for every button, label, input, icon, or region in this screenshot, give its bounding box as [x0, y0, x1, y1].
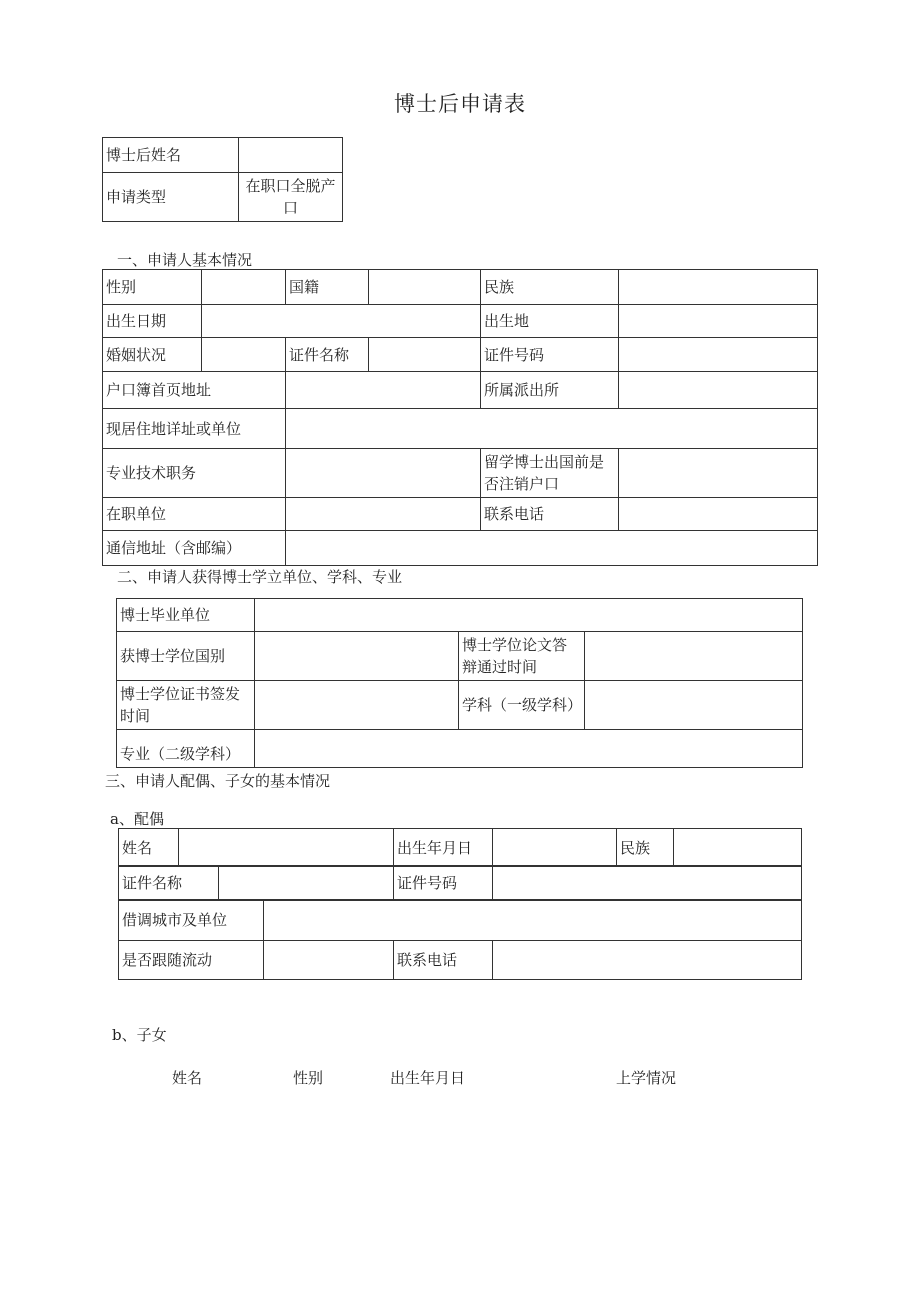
- spouse-ethnicity-label: 民族: [617, 829, 674, 867]
- id-number-field[interactable]: [619, 338, 818, 372]
- household-cancel-field[interactable]: [619, 449, 818, 498]
- postdoc-name-field[interactable]: [239, 138, 343, 173]
- nationality-field[interactable]: [369, 270, 481, 305]
- phone-field[interactable]: [619, 498, 818, 531]
- spouse-heading: a、配偶: [110, 810, 164, 828]
- follow-field[interactable]: [264, 941, 394, 980]
- current-address-label: 现居住地详址或单位: [103, 409, 286, 449]
- ethnicity-field[interactable]: [619, 270, 818, 305]
- gender-field[interactable]: [202, 270, 286, 305]
- page-title: 博士后申请表: [394, 92, 526, 116]
- spouse-phone-label: 联系电话: [394, 941, 493, 980]
- id-name-field[interactable]: [369, 338, 481, 372]
- police-station-field[interactable]: [619, 372, 818, 409]
- degree-table: [116, 598, 803, 768]
- professional-title-label: 专业技术职务: [103, 449, 286, 498]
- nationality-label: 国籍: [286, 270, 369, 305]
- birth-date-field[interactable]: [202, 305, 481, 338]
- degree-country-label: 获博士学位国别: [117, 632, 255, 681]
- household-address-field[interactable]: [286, 372, 481, 409]
- id-name-label: 证件名称: [286, 338, 369, 372]
- mailing-address-field[interactable]: [286, 531, 818, 566]
- cert-time-label: 博士学位证书签发时间: [117, 681, 255, 730]
- spouse-birth-field[interactable]: [493, 829, 617, 867]
- follow-label: 是否跟随流动: [119, 941, 264, 980]
- ethnicity-label: 民族: [481, 270, 619, 305]
- basic-info-table: [102, 269, 818, 566]
- mailing-address-label: 通信地址（含邮编）: [103, 531, 286, 566]
- discipline-label: 学科（一级学科）: [459, 681, 585, 730]
- spouse-phone-field[interactable]: [493, 941, 802, 980]
- child-gender-col: 性别: [293, 1069, 324, 1087]
- spouse-name-label: 姓名: [119, 829, 179, 867]
- defense-time-label: 博士学位论文答辩通过时间: [459, 632, 585, 681]
- current-address-field[interactable]: [286, 409, 818, 449]
- child-name-col: 姓名: [172, 1069, 203, 1087]
- marital-label: 婚姻状况: [103, 338, 202, 372]
- gender-label: 性别: [103, 270, 202, 305]
- spouse-table-row1: [118, 828, 802, 867]
- degree-country-field[interactable]: [255, 632, 459, 681]
- household-address-label: 户口簿首页地址: [103, 372, 286, 409]
- city-unit-label: 借调城市及单位: [119, 900, 264, 941]
- birth-date-label: 出生日期: [103, 305, 202, 338]
- employer-label: 在职单位: [103, 498, 286, 531]
- id-number-label: 证件号码: [481, 338, 619, 372]
- birth-place-field[interactable]: [619, 305, 818, 338]
- spouse-birth-label: 出生年月日: [394, 829, 493, 867]
- spouse-ethnicity-field[interactable]: [674, 829, 802, 867]
- spouse-name-field[interactable]: [179, 829, 394, 867]
- household-cancel-label: 留学博士出国前是否注销户口: [481, 449, 619, 498]
- major-field[interactable]: [255, 730, 803, 768]
- postdoc-name-label: 博士后姓名: [103, 138, 239, 173]
- children-heading: b、子女: [112, 1026, 167, 1044]
- grad-unit-label: 博士毕业单位: [117, 599, 255, 632]
- city-unit-field[interactable]: [264, 900, 802, 941]
- defense-time-field[interactable]: [585, 632, 803, 681]
- spouse-id-number-field[interactable]: [493, 866, 802, 901]
- marital-field[interactable]: [202, 338, 286, 372]
- professional-title-field[interactable]: [286, 449, 481, 498]
- grad-unit-field[interactable]: [255, 599, 803, 632]
- discipline-field[interactable]: [585, 681, 803, 730]
- phone-label: 联系电话: [481, 498, 619, 531]
- major-label: 专业（二级学科）: [117, 730, 255, 768]
- spouse-id-name-field[interactable]: [219, 866, 394, 901]
- spouse-id-name-label: 证件名称: [119, 866, 219, 901]
- section1-heading: 一、申请人基本情况: [117, 251, 253, 269]
- child-birth-col: 出生年月日: [390, 1069, 466, 1087]
- spouse-table-rows3-4: [118, 899, 802, 980]
- application-type-label: 申请类型: [103, 173, 239, 222]
- application-type-options[interactable]: 在职口全脱产口: [239, 173, 343, 222]
- employer-field[interactable]: [286, 498, 481, 531]
- spouse-id-number-label: 证件号码: [394, 866, 493, 901]
- section2-heading: 二、申请人获得博士学立单位、学科、专业: [117, 568, 403, 586]
- section3-heading: 三、申请人配偶、子女的基本情况: [105, 772, 331, 790]
- birth-place-label: 出生地: [481, 305, 619, 338]
- applicant-type-table: [102, 137, 343, 222]
- child-school-col: 上学情况: [616, 1069, 677, 1087]
- police-station-label: 所属派出所: [481, 372, 619, 409]
- spouse-table-row2: [118, 865, 802, 901]
- cert-time-field[interactable]: [255, 681, 459, 730]
